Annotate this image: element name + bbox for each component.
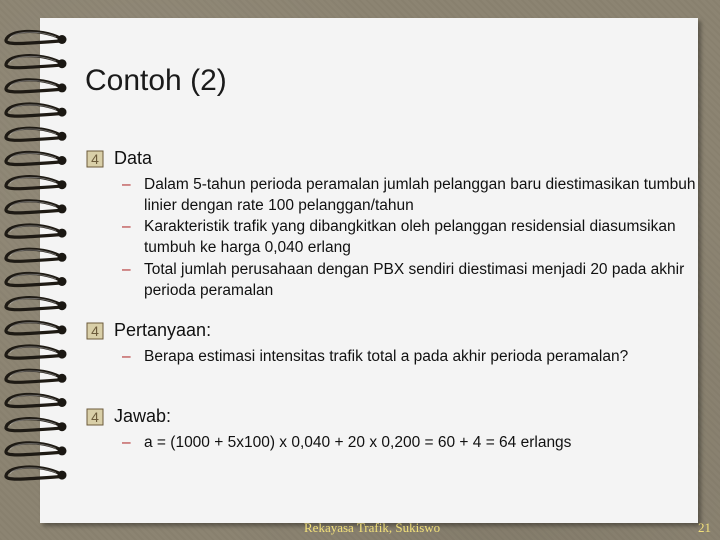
dash: – (122, 218, 131, 235)
section-heading-label: Data (114, 148, 153, 168)
numbered-bullet-icon (86, 408, 104, 426)
binding-ring (6, 201, 60, 213)
binding-ring (6, 80, 60, 92)
binding-hole (58, 204, 67, 213)
binding-hole (58, 471, 67, 480)
binding-ring (6, 177, 60, 189)
dash: – (122, 434, 131, 451)
binding-ring (6, 322, 60, 334)
binding-hole (58, 156, 67, 165)
binding-hole (58, 108, 67, 117)
section-heading-pertanyaan (86, 320, 211, 341)
numbered-bullet-icon (86, 322, 104, 340)
svg-text:4: 4 (91, 150, 99, 167)
section-heading-data (86, 148, 152, 169)
binding-hole (58, 35, 67, 44)
svg-text:4: 4 (91, 408, 99, 425)
svg-text:4: 4 (91, 322, 99, 339)
binding-ring (6, 225, 60, 237)
binding-ring (6, 298, 60, 310)
section-heading-jawab (86, 406, 171, 427)
binding-hole (58, 422, 67, 431)
binding-ring (6, 443, 60, 455)
page-number: 21 (698, 520, 711, 535)
binding-ring (6, 56, 60, 68)
section-heading-label: Pertanyaan: (114, 320, 212, 340)
binding-hole (58, 277, 67, 286)
section-heading-label: Jawab: (114, 406, 172, 426)
dash: – (122, 176, 131, 193)
list-item: – Dalam 5-tahun perioda peramalan jumlah pelanggan baru diestimasikan tumbuh linier dengan rate 100 pelanggan/tahun (122, 176, 696, 214)
binding-ring (6, 370, 60, 382)
binding-hole (58, 350, 67, 359)
numbered-bullet-icon (86, 150, 104, 168)
binding-ring (6, 128, 60, 140)
binding-hole (58, 132, 67, 141)
binding-ring (6, 273, 60, 285)
binding-ring (6, 31, 60, 43)
dash: – (122, 261, 131, 278)
list-item: – Karakteristik trafik yang dibangkitkan oleh pelanggan residensial diasumsikan tumbuh ke harga 0,040 erlang (122, 218, 676, 256)
slide-title: Contoh (2) (85, 64, 227, 97)
binding-ring (6, 104, 60, 116)
binding-hole (58, 180, 67, 189)
binding-hole (58, 325, 67, 334)
binding-hole (58, 398, 67, 407)
binding-hole (58, 374, 67, 383)
binding-ring (6, 467, 60, 479)
list-item: – a = (1000 + 5x100) x 0,040 + 20 x 0,200 = 60 + 4 = 64 erlangs (122, 434, 572, 451)
binding-hole (58, 59, 67, 68)
binding-ring (6, 346, 60, 358)
binding-ring (6, 152, 60, 164)
binding-hole (58, 229, 67, 238)
dash: – (122, 348, 131, 365)
binding-ring (6, 419, 60, 431)
binding-ring (6, 394, 60, 406)
binding-hole (58, 301, 67, 310)
binding-hole (58, 446, 67, 455)
binding-ring (6, 249, 60, 261)
footer-author: Rekayasa Trafik, Sukiswo (304, 520, 441, 535)
binding-hole (58, 83, 67, 92)
list-item: – Total jumlah perusahaan dengan PBX sendiri diestimasi menjadi 20 pada akhir perioda peramalan (122, 261, 685, 299)
list-item: – Berapa estimasi intensitas trafik total a pada akhir perioda peramalan? (122, 348, 629, 365)
spiral-binding (0, 0, 80, 540)
binding-hole (58, 253, 67, 262)
